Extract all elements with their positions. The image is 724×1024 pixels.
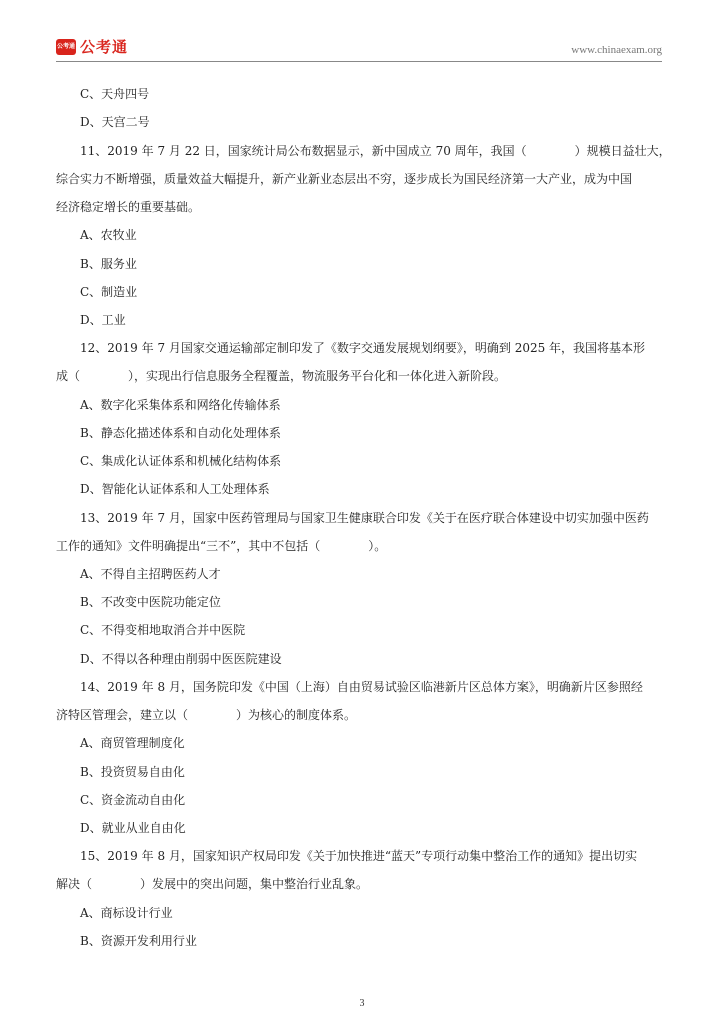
question-13-option-d: D、不得以各种理由削弱中医医院建设 bbox=[80, 652, 282, 666]
question-11-line-1: 11、2019 年 7 月 22 日，国家统计局公布数据显示，新中国成立 70 周年，我国（ ）规模日益壮大， bbox=[80, 144, 671, 158]
logo-text: 公考通 bbox=[80, 38, 129, 56]
question-14-option-a: A、商贸管理制度化 bbox=[80, 736, 185, 750]
question-14-line-2: 济特区管理会，建立以（ ）为核心的制度体系。 bbox=[56, 708, 357, 722]
question-15-line-1: 15、2019 年 8 月，国家知识产权局印发《关于加快推进“蓝天”专项行动集中整治工作的通知》提出切实 bbox=[80, 849, 638, 863]
question-14-option-c: C、资金流动自由化 bbox=[80, 793, 186, 807]
logo-badge-icon: 公考通 bbox=[56, 39, 76, 55]
question-13-option-b: B、不改变中医院功能定位 bbox=[80, 595, 221, 609]
question-13-line-2: 工作的通知》文件明确提出“三不”，其中不包括（ ）。 bbox=[56, 539, 387, 553]
question-11-option-b: B、服务业 bbox=[80, 257, 137, 271]
question-12-line-2: 成（ ），实现出行信息服务全程覆盖，物流服务平台化和一体化进入新阶段。 bbox=[56, 369, 507, 383]
question-12-option-d: D、智能化认证体系和人工处理体系 bbox=[80, 482, 270, 496]
question-11-line-3: 经济稳定增长的重要基础。 bbox=[56, 200, 201, 214]
question-11-option-c: C、制造业 bbox=[80, 285, 138, 299]
option-c: C、天舟四号 bbox=[80, 87, 150, 101]
question-12-option-b: B、静态化描述体系和自动化处理体系 bbox=[80, 426, 281, 440]
question-12-line-1: 12、2019 年 7 月国家交通运输部定制印发了《数字交通发展规划纲要》，明确到 2025 年，我国将基本形 bbox=[80, 341, 646, 355]
question-13-option-a: A、不得自主招聘医药人才 bbox=[80, 567, 221, 581]
question-15-option-b: B、资源开发利用行业 bbox=[80, 934, 197, 948]
question-14-line-1: 14、2019 年 8 月，国务院印发《中国（上海）自由贸易试验区临港新片区总体方案》，明确新片区参照经 bbox=[80, 680, 643, 694]
logo bbox=[56, 36, 128, 57]
question-13-option-c: C、不得变相地取消合并中医院 bbox=[80, 623, 246, 637]
question-11-option-d: D、工业 bbox=[80, 313, 126, 327]
header-divider bbox=[56, 61, 662, 62]
question-14-option-b: B、投资贸易自由化 bbox=[80, 765, 185, 779]
question-15-option-a: A、商标设计行业 bbox=[80, 906, 173, 920]
option-d: D、天宫二号 bbox=[80, 115, 150, 129]
question-13-line-1: 13、2019 年 7 月，国家中医药管理局与国家卫生健康联合印发《关于在医疗联合体建设中切实加强中医药 bbox=[80, 511, 649, 525]
question-14-option-d: D、就业从业自由化 bbox=[80, 821, 186, 835]
question-12-option-a: A、数字化采集体系和网络化传输体系 bbox=[80, 398, 281, 412]
page-header bbox=[56, 34, 662, 60]
question-11-option-a: A、农牧业 bbox=[80, 228, 137, 242]
question-12-option-c: C、集成化认证体系和机械化结构体系 bbox=[80, 454, 282, 468]
page-number: 3 bbox=[359, 998, 365, 1009]
question-11-line-2: 综合实力不断增强，质量效益大幅提升，新产业新业态层出不穷，逐步成长为国民经济第一大产业，成为中国 bbox=[56, 172, 633, 186]
site-url: www.chinaexam.org bbox=[571, 44, 662, 56]
question-15-line-2: 解决（ ）发展中的突出问题，集中整治行业乱象。 bbox=[56, 877, 369, 891]
